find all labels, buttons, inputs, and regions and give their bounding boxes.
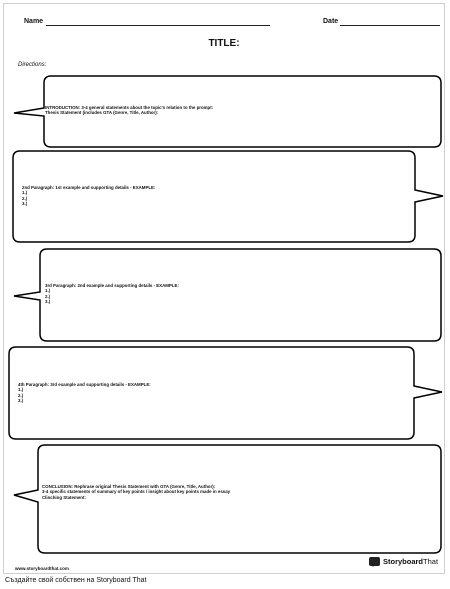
- storyboard-that-logo[interactable]: [369, 557, 438, 566]
- p3-line-2: 1.): [45, 288, 51, 294]
- introduction-text: [45, 105, 213, 116]
- paragraph-4-box[interactable]: [7, 346, 445, 441]
- footer-url: www.storyboardthat.com: [15, 566, 69, 571]
- p2-line-2: 1.): [22, 190, 28, 196]
- storyboard-that-icon: [369, 557, 380, 566]
- page-title: TITLE:: [208, 38, 240, 49]
- p4-line-3: 2.): [18, 392, 24, 398]
- p3-line-4: 3.): [45, 299, 51, 305]
- paragraph-4-text: [18, 382, 151, 404]
- date-line[interactable]: [340, 25, 440, 26]
- p4-line-2: 1.): [18, 387, 24, 393]
- conclusion-text: [42, 484, 230, 500]
- conclusion-box[interactable]: [12, 444, 444, 556]
- paragraph-3-text: [45, 283, 179, 305]
- introduction-box[interactable]: [12, 75, 444, 148]
- paragraph-3-box[interactable]: [12, 248, 444, 343]
- name-line[interactable]: [46, 25, 270, 26]
- logo-text: [383, 557, 438, 566]
- p2-line-1: 2nd Paragraph: 1st example and supporting details - EXAMPLE:: [22, 185, 156, 190]
- logo-text-bold: Storyboard: [383, 557, 424, 566]
- p3-line-3: 2.): [45, 293, 51, 299]
- p4-line-4: 3.): [18, 398, 24, 404]
- name-label: Name: [24, 18, 44, 25]
- logo-text-light: That: [423, 557, 439, 566]
- intro-line-1: INTRODUCTION: 3-4 general statements about the topic's relation to the prompt:: [45, 105, 214, 110]
- footer-caption: Създайте свой собствен на Storyboard That: [5, 577, 147, 584]
- conclusion-line-2: 3-4 specific statements of summary of key points / insight about key points made in essay: [42, 489, 231, 495]
- p3-line-1: 3rd Paragraph: 2nd example and supporting details - EXAMPLE:: [45, 283, 179, 288]
- p2-line-4: 3.): [22, 201, 28, 207]
- directions-label: Directions:: [18, 62, 47, 68]
- intro-line-2: Thesis Statement (includes GTA (Genre, Title, Author):: [45, 110, 159, 116]
- p2-line-3: 2.): [22, 195, 28, 201]
- conclusion-line-3: Clinching Statement:: [42, 494, 86, 500]
- worksheet: [3, 3, 445, 574]
- conclusion-line-1: CONCLUSION: Rephrase original Thesis Statement with GTA (Genre, Title, Author):: [42, 484, 216, 489]
- date-label: Date: [323, 18, 339, 25]
- p4-line-1: 4th Paragraph: 3rd example and supporting details - EXAMPLE:: [18, 382, 151, 387]
- paragraph-2-box[interactable]: [9, 150, 445, 243]
- paragraph-2-text: [22, 185, 155, 207]
